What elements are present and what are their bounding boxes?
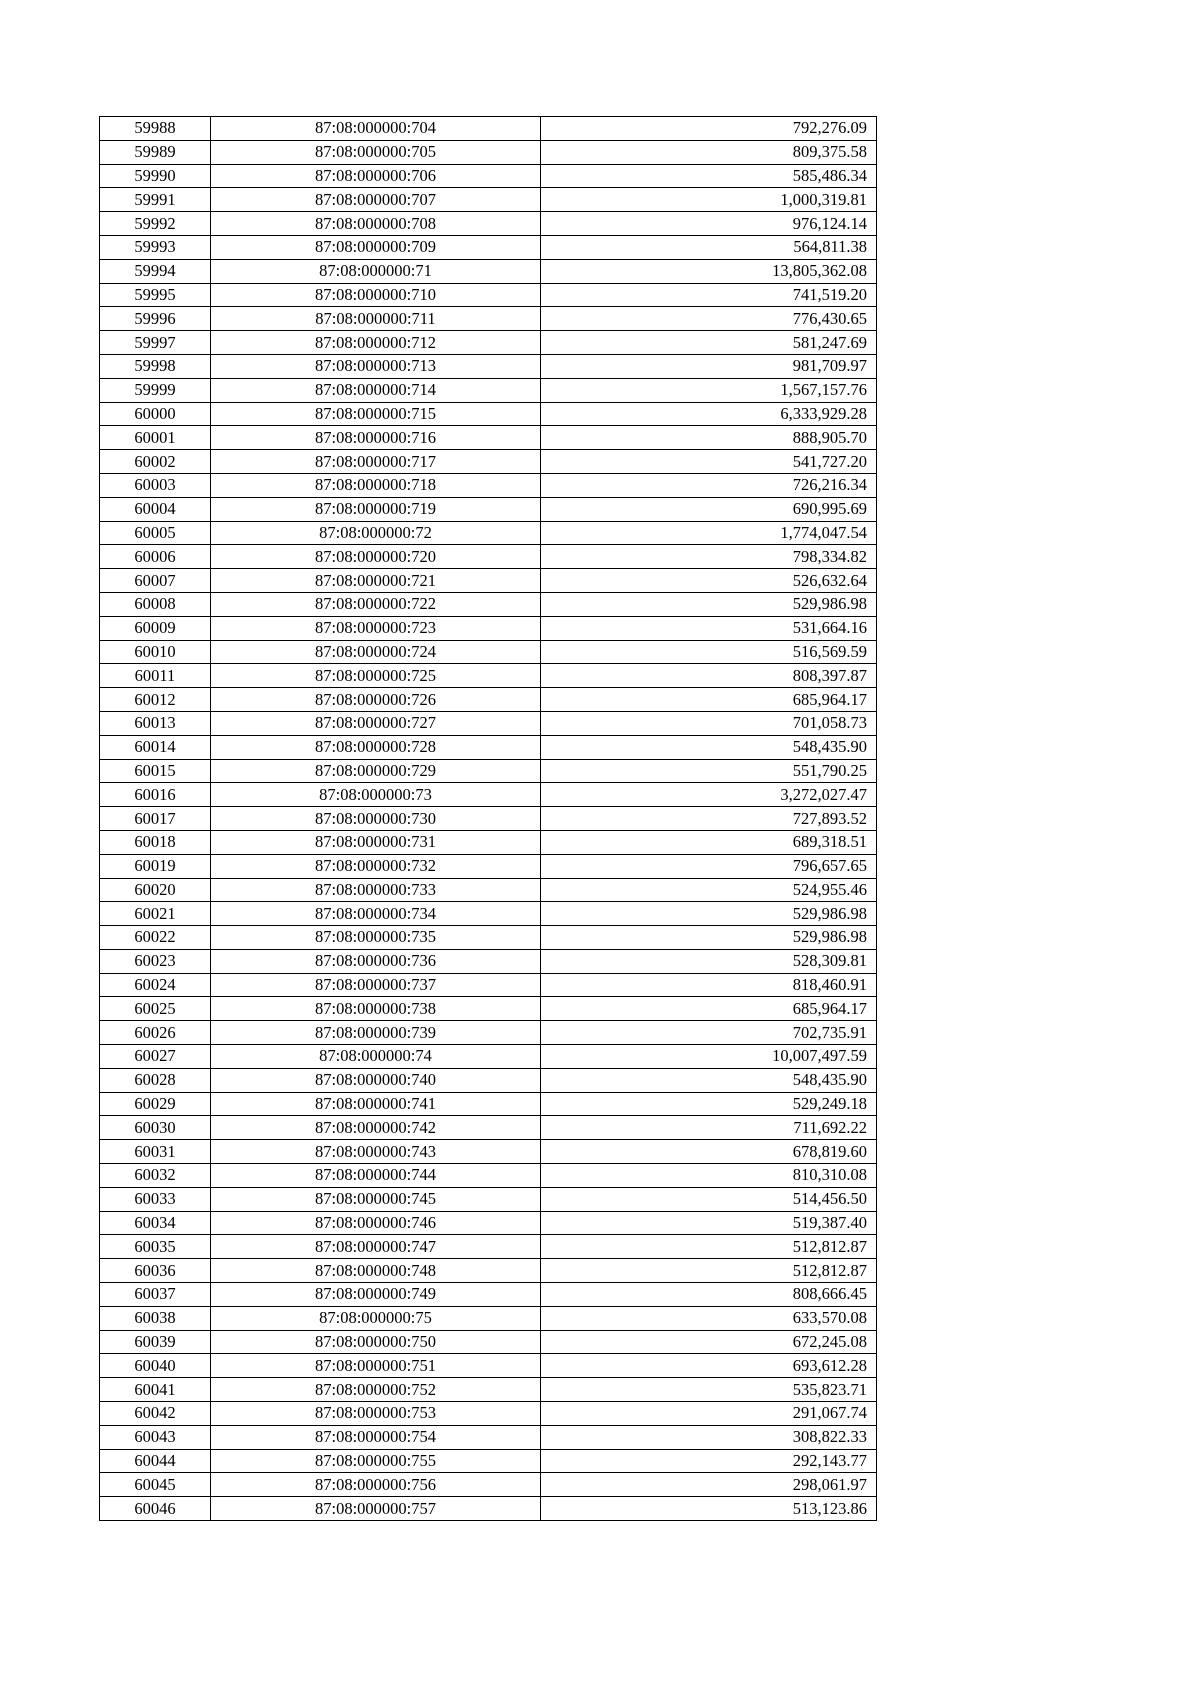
cadastral-number: 87:08:000000:711 xyxy=(211,307,541,331)
row-number: 60009 xyxy=(100,616,211,640)
row-number: 59988 xyxy=(100,117,211,141)
cadastral-number: 87:08:000000:753 xyxy=(211,1402,541,1426)
table-row xyxy=(100,1187,877,1211)
table-row xyxy=(100,426,877,450)
cadastral-number: 87:08:000000:709 xyxy=(211,235,541,259)
cadastral-number: 87:08:000000:729 xyxy=(211,759,541,783)
row-number: 60003 xyxy=(100,473,211,497)
cadastral-number: 87:08:000000:735 xyxy=(211,926,541,950)
cadastral-value: 548,435.90 xyxy=(541,735,877,759)
table-row xyxy=(100,212,877,236)
cadastral-value: 798,334.82 xyxy=(541,545,877,569)
table-row xyxy=(100,735,877,759)
cadastral-number: 87:08:000000:725 xyxy=(211,664,541,688)
cadastral-value: 792,276.09 xyxy=(541,117,877,141)
cadastral-value: 298,061.97 xyxy=(541,1473,877,1497)
row-number: 59999 xyxy=(100,378,211,402)
cadastral-number: 87:08:000000:713 xyxy=(211,354,541,378)
cadastral-value: 726,216.34 xyxy=(541,473,877,497)
table-row xyxy=(100,378,877,402)
cadastral-value: 6,333,929.28 xyxy=(541,402,877,426)
row-number: 60027 xyxy=(100,1045,211,1069)
table-row xyxy=(100,1497,877,1521)
table-row xyxy=(100,1330,877,1354)
cadastral-value: 529,249.18 xyxy=(541,1092,877,1116)
row-number: 60031 xyxy=(100,1140,211,1164)
row-number: 60046 xyxy=(100,1497,211,1521)
row-number: 60026 xyxy=(100,1021,211,1045)
cadastral-value: 702,735.91 xyxy=(541,1021,877,1045)
table-row xyxy=(100,235,877,259)
table-row xyxy=(100,759,877,783)
cadastral-number: 87:08:000000:742 xyxy=(211,1116,541,1140)
cadastral-value: 512,812.87 xyxy=(541,1235,877,1259)
cadastral-number: 87:08:000000:716 xyxy=(211,426,541,450)
table-row xyxy=(100,164,877,188)
cadastral-value: 690,995.69 xyxy=(541,497,877,521)
table-row xyxy=(100,854,877,878)
row-number: 59993 xyxy=(100,235,211,259)
cadastral-value: 810,310.08 xyxy=(541,1164,877,1188)
cadastral-value: 519,387.40 xyxy=(541,1211,877,1235)
row-number: 60039 xyxy=(100,1330,211,1354)
cadastral-number: 87:08:000000:750 xyxy=(211,1330,541,1354)
row-number: 60015 xyxy=(100,759,211,783)
cadastral-number: 87:08:000000:704 xyxy=(211,117,541,141)
row-number: 60032 xyxy=(100,1164,211,1188)
cadastral-value: 808,666.45 xyxy=(541,1283,877,1307)
table-row xyxy=(100,140,877,164)
cadastral-number: 87:08:000000:712 xyxy=(211,331,541,355)
cadastral-number: 87:08:000000:736 xyxy=(211,949,541,973)
cadastral-number: 87:08:000000:749 xyxy=(211,1283,541,1307)
table-row xyxy=(100,1306,877,1330)
cadastral-value: 308,822.33 xyxy=(541,1425,877,1449)
row-number: 60000 xyxy=(100,402,211,426)
cadastral-number: 87:08:000000:739 xyxy=(211,1021,541,1045)
cadastral-number: 87:08:000000:715 xyxy=(211,402,541,426)
table-row xyxy=(100,283,877,307)
cadastral-number: 87:08:000000:75 xyxy=(211,1306,541,1330)
cadastral-number: 87:08:000000:724 xyxy=(211,640,541,664)
table-row xyxy=(100,331,877,355)
cadastral-number: 87:08:000000:754 xyxy=(211,1425,541,1449)
cadastral-value: 529,986.98 xyxy=(541,902,877,926)
cadastral-number: 87:08:000000:721 xyxy=(211,569,541,593)
cadastral-number: 87:08:000000:718 xyxy=(211,473,541,497)
cadastral-value: 512,812.87 xyxy=(541,1259,877,1283)
table-row xyxy=(100,1449,877,1473)
row-number: 60044 xyxy=(100,1449,211,1473)
cadastral-number: 87:08:000000:740 xyxy=(211,1068,541,1092)
cadastral-number: 87:08:000000:732 xyxy=(211,854,541,878)
row-number: 60025 xyxy=(100,997,211,1021)
cadastral-number: 87:08:000000:745 xyxy=(211,1187,541,1211)
cadastral-number: 87:08:000000:748 xyxy=(211,1259,541,1283)
cadastral-value: 776,430.65 xyxy=(541,307,877,331)
row-number: 60008 xyxy=(100,592,211,616)
row-number: 59997 xyxy=(100,331,211,355)
cadastral-number: 87:08:000000:744 xyxy=(211,1164,541,1188)
table-row xyxy=(100,1259,877,1283)
table-row xyxy=(100,1354,877,1378)
cadastral-number: 87:08:000000:72 xyxy=(211,521,541,545)
data-sheet xyxy=(99,116,876,1521)
cadastral-value: 531,664.16 xyxy=(541,616,877,640)
cadastral-number: 87:08:000000:738 xyxy=(211,997,541,1021)
row-number: 60036 xyxy=(100,1259,211,1283)
row-number: 60024 xyxy=(100,973,211,997)
cadastral-number: 87:08:000000:727 xyxy=(211,711,541,735)
table-body xyxy=(100,117,877,1521)
table-row xyxy=(100,117,877,141)
cadastral-value: 1,567,157.76 xyxy=(541,378,877,402)
cadastral-number: 87:08:000000:733 xyxy=(211,878,541,902)
cadastral-number: 87:08:000000:751 xyxy=(211,1354,541,1378)
cadastral-value-table xyxy=(99,116,877,1521)
table-row xyxy=(100,1116,877,1140)
table-row xyxy=(100,1164,877,1188)
row-number: 60035 xyxy=(100,1235,211,1259)
table-row xyxy=(100,592,877,616)
cadastral-value: 689,318.51 xyxy=(541,830,877,854)
cadastral-value: 13,805,362.08 xyxy=(541,259,877,283)
table-row xyxy=(100,1021,877,1045)
cadastral-number: 87:08:000000:730 xyxy=(211,807,541,831)
cadastral-value: 535,823.71 xyxy=(541,1378,877,1402)
cadastral-value: 551,790.25 xyxy=(541,759,877,783)
row-number: 60006 xyxy=(100,545,211,569)
row-number: 60005 xyxy=(100,521,211,545)
table-row xyxy=(100,926,877,950)
cadastral-value: 548,435.90 xyxy=(541,1068,877,1092)
row-number: 60034 xyxy=(100,1211,211,1235)
row-number: 60014 xyxy=(100,735,211,759)
row-number: 59990 xyxy=(100,164,211,188)
row-number: 59998 xyxy=(100,354,211,378)
table-row xyxy=(100,1045,877,1069)
table-row xyxy=(100,259,877,283)
table-row xyxy=(100,1235,877,1259)
table-row xyxy=(100,473,877,497)
cadastral-number: 87:08:000000:723 xyxy=(211,616,541,640)
cadastral-number: 87:08:000000:706 xyxy=(211,164,541,188)
cadastral-number: 87:08:000000:717 xyxy=(211,450,541,474)
cadastral-value: 727,893.52 xyxy=(541,807,877,831)
cadastral-value: 976,124.14 xyxy=(541,212,877,236)
table-row xyxy=(100,450,877,474)
row-number: 60033 xyxy=(100,1187,211,1211)
cadastral-value: 633,570.08 xyxy=(541,1306,877,1330)
table-row xyxy=(100,688,877,712)
table-row xyxy=(100,711,877,735)
table-row xyxy=(100,1068,877,1092)
table-row xyxy=(100,830,877,854)
cadastral-value: 541,727.20 xyxy=(541,450,877,474)
table-row xyxy=(100,354,877,378)
cadastral-number: 87:08:000000:747 xyxy=(211,1235,541,1259)
cadastral-value: 818,460.91 xyxy=(541,973,877,997)
cadastral-number: 87:08:000000:710 xyxy=(211,283,541,307)
row-number: 60007 xyxy=(100,569,211,593)
row-number: 60010 xyxy=(100,640,211,664)
row-number: 60002 xyxy=(100,450,211,474)
table-row xyxy=(100,402,877,426)
row-number: 60040 xyxy=(100,1354,211,1378)
cadastral-value: 981,709.97 xyxy=(541,354,877,378)
cadastral-value: 888,905.70 xyxy=(541,426,877,450)
cadastral-number: 87:08:000000:734 xyxy=(211,902,541,926)
cadastral-number: 87:08:000000:726 xyxy=(211,688,541,712)
row-number: 60011 xyxy=(100,664,211,688)
cadastral-number: 87:08:000000:731 xyxy=(211,830,541,854)
row-number: 60023 xyxy=(100,949,211,973)
cadastral-value: 3,272,027.47 xyxy=(541,783,877,807)
table-row xyxy=(100,640,877,664)
row-number: 60045 xyxy=(100,1473,211,1497)
row-number: 59996 xyxy=(100,307,211,331)
cadastral-value: 585,486.34 xyxy=(541,164,877,188)
cadastral-value: 529,986.98 xyxy=(541,592,877,616)
table-row xyxy=(100,1211,877,1235)
row-number: 60001 xyxy=(100,426,211,450)
cadastral-value: 685,964.17 xyxy=(541,688,877,712)
cadastral-value: 524,955.46 xyxy=(541,878,877,902)
cadastral-number: 87:08:000000:707 xyxy=(211,188,541,212)
cadastral-value: 514,456.50 xyxy=(541,1187,877,1211)
cadastral-number: 87:08:000000:746 xyxy=(211,1211,541,1235)
row-number: 60038 xyxy=(100,1306,211,1330)
cadastral-number: 87:08:000000:737 xyxy=(211,973,541,997)
table-row xyxy=(100,188,877,212)
row-number: 60028 xyxy=(100,1068,211,1092)
table-row xyxy=(100,997,877,1021)
cadastral-value: 528,309.81 xyxy=(541,949,877,973)
table-row xyxy=(100,1283,877,1307)
cadastral-number: 87:08:000000:728 xyxy=(211,735,541,759)
row-number: 60041 xyxy=(100,1378,211,1402)
cadastral-value: 292,143.77 xyxy=(541,1449,877,1473)
row-number: 59994 xyxy=(100,259,211,283)
table-row xyxy=(100,973,877,997)
cadastral-number: 87:08:000000:74 xyxy=(211,1045,541,1069)
table-row xyxy=(100,807,877,831)
row-number: 59995 xyxy=(100,283,211,307)
table-row xyxy=(100,878,877,902)
cadastral-number: 87:08:000000:714 xyxy=(211,378,541,402)
row-number: 60022 xyxy=(100,926,211,950)
cadastral-number: 87:08:000000:73 xyxy=(211,783,541,807)
cadastral-value: 711,692.22 xyxy=(541,1116,877,1140)
cadastral-value: 1,000,319.81 xyxy=(541,188,877,212)
row-number: 60020 xyxy=(100,878,211,902)
cadastral-value: 291,067.74 xyxy=(541,1402,877,1426)
table-row xyxy=(100,521,877,545)
table-row xyxy=(100,616,877,640)
cadastral-value: 809,375.58 xyxy=(541,140,877,164)
cadastral-number: 87:08:000000:743 xyxy=(211,1140,541,1164)
row-number: 59992 xyxy=(100,212,211,236)
table-row xyxy=(100,664,877,688)
cadastral-value: 796,657.65 xyxy=(541,854,877,878)
cadastral-number: 87:08:000000:71 xyxy=(211,259,541,283)
cadastral-value: 529,986.98 xyxy=(541,926,877,950)
table-row xyxy=(100,545,877,569)
cadastral-value: 516,569.59 xyxy=(541,640,877,664)
table-row xyxy=(100,1473,877,1497)
cadastral-value: 678,819.60 xyxy=(541,1140,877,1164)
cadastral-number: 87:08:000000:752 xyxy=(211,1378,541,1402)
cadastral-value: 10,007,497.59 xyxy=(541,1045,877,1069)
row-number: 60037 xyxy=(100,1283,211,1307)
table-row xyxy=(100,1402,877,1426)
row-number: 60016 xyxy=(100,783,211,807)
row-number: 60019 xyxy=(100,854,211,878)
cadastral-number: 87:08:000000:741 xyxy=(211,1092,541,1116)
cadastral-number: 87:08:000000:756 xyxy=(211,1473,541,1497)
table-row xyxy=(100,783,877,807)
row-number: 60042 xyxy=(100,1402,211,1426)
row-number: 60013 xyxy=(100,711,211,735)
cadastral-number: 87:08:000000:757 xyxy=(211,1497,541,1521)
row-number: 59991 xyxy=(100,188,211,212)
cadastral-value: 526,632.64 xyxy=(541,569,877,593)
row-number: 60021 xyxy=(100,902,211,926)
cadastral-number: 87:08:000000:755 xyxy=(211,1449,541,1473)
row-number: 60004 xyxy=(100,497,211,521)
row-number: 60018 xyxy=(100,830,211,854)
row-number: 60030 xyxy=(100,1116,211,1140)
table-row xyxy=(100,569,877,593)
table-row xyxy=(100,1092,877,1116)
row-number: 59989 xyxy=(100,140,211,164)
cadastral-value: 672,245.08 xyxy=(541,1330,877,1354)
row-number: 60029 xyxy=(100,1092,211,1116)
row-number: 60043 xyxy=(100,1425,211,1449)
cadastral-value: 693,612.28 xyxy=(541,1354,877,1378)
cadastral-value: 1,774,047.54 xyxy=(541,521,877,545)
table-row xyxy=(100,902,877,926)
table-row xyxy=(100,1378,877,1402)
cadastral-number: 87:08:000000:722 xyxy=(211,592,541,616)
table-row xyxy=(100,1140,877,1164)
cadastral-value: 564,811.38 xyxy=(541,235,877,259)
cadastral-value: 701,058.73 xyxy=(541,711,877,735)
table-row xyxy=(100,1425,877,1449)
table-row xyxy=(100,307,877,331)
table-row xyxy=(100,949,877,973)
row-number: 60012 xyxy=(100,688,211,712)
row-number: 60017 xyxy=(100,807,211,831)
cadastral-value: 513,123.86 xyxy=(541,1497,877,1521)
table-row xyxy=(100,497,877,521)
cadastral-value: 685,964.17 xyxy=(541,997,877,1021)
cadastral-value: 581,247.69 xyxy=(541,331,877,355)
cadastral-number: 87:08:000000:719 xyxy=(211,497,541,521)
cadastral-value: 808,397.87 xyxy=(541,664,877,688)
cadastral-value: 741,519.20 xyxy=(541,283,877,307)
cadastral-number: 87:08:000000:708 xyxy=(211,212,541,236)
cadastral-number: 87:08:000000:720 xyxy=(211,545,541,569)
cadastral-number: 87:08:000000:705 xyxy=(211,140,541,164)
